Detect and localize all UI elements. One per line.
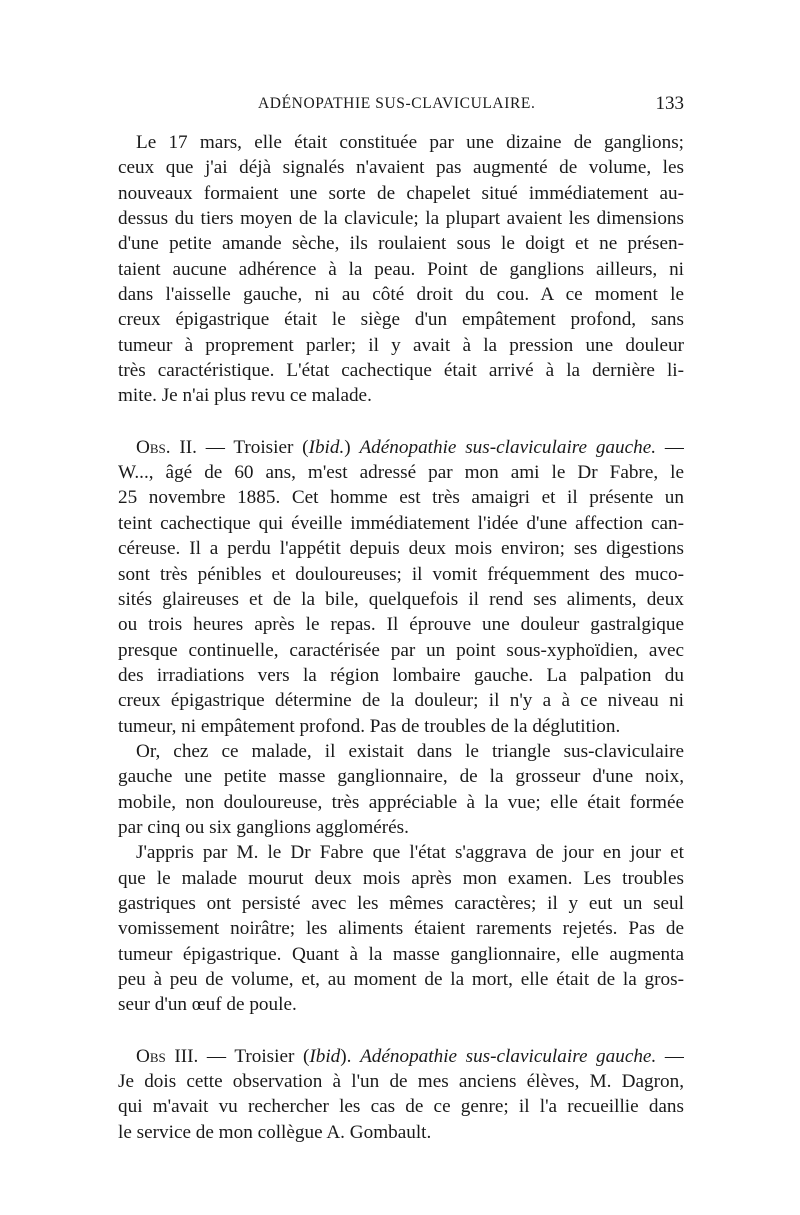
text-line: qui m'avait vu rechercher les cas de ce genre; il l'a recueillie dans bbox=[118, 1096, 684, 1118]
observation-ibid: Ibid. bbox=[308, 436, 345, 458]
text-line: céreuse. Il a perdu l'appétit depuis deux mois environ; ses digestions bbox=[118, 538, 684, 560]
text-line: des irradiations vers la région lombaire gauche. La palpation du bbox=[118, 664, 684, 686]
observation-ibid: Ibid bbox=[309, 1045, 341, 1067]
text-line: le service de mon collègue A. Gombault. bbox=[118, 1121, 432, 1143]
observation-close: ). bbox=[340, 1045, 361, 1067]
text-line: W..., âgé de 60 ans, m'est adressé par mon ami le Dr Fabre, le bbox=[118, 462, 684, 484]
text-line: Le 17 mars, elle était constituée par une dizaine de ganglions; bbox=[136, 132, 684, 153]
text-line: tumeur à proprement parler; il y avait à la pression une douleur bbox=[118, 334, 684, 356]
text-line: dans l'aisselle gauche, ni au côté droit du cou. A ce moment le bbox=[118, 284, 684, 306]
text-line: taient aucune adhérence à la peau. Point de ganglions ailleurs, ni bbox=[118, 258, 684, 280]
text-line: Or, chez ce malade, il existait dans le triangle sus-claviculaire bbox=[136, 740, 684, 762]
observation-close: ) bbox=[344, 436, 360, 458]
text-line: très caractéristique. L'état cachectique était arrivé à la dernière li- bbox=[118, 360, 684, 382]
text-line: vomissement noirâtre; les aliments étaient rarements rejetés. Pas de bbox=[118, 918, 684, 940]
observation-title: Adénopathie sus-claviculaire gauche. bbox=[360, 1045, 657, 1067]
text-line: tumeur, ni empâtement profond. Pas de troubles de la déglutition. bbox=[118, 715, 621, 737]
text-line: par cinq ou six ganglions agglomérés. bbox=[118, 816, 409, 838]
text-line: 25 novembre 1885. Cet homme est très amaigri et il présente un bbox=[118, 487, 684, 509]
text-line: creux épigastrique était le siège d'un empâtement profond, sans bbox=[118, 309, 684, 331]
text-line: presque continuelle, caractérisée par un point sous-xyphoïdien, avec bbox=[118, 639, 684, 661]
text-line: gastriques ont persisté avec les mêmes caractères; il y eut un seul bbox=[118, 892, 684, 914]
observation-dash: — bbox=[656, 1045, 684, 1067]
observation-author: — Troisier ( bbox=[196, 436, 309, 458]
text-line: creux épigastrique détermine de la douleur; il n'y a à ce niveau ni bbox=[118, 690, 684, 712]
text-line: ceux que j'ai déjà signalés n'avaient pas augmenté de volume, les bbox=[118, 157, 684, 179]
paragraph bbox=[118, 739, 684, 840]
body-text bbox=[118, 130, 684, 1145]
observation-heading bbox=[118, 435, 684, 460]
observation-title: Adénopathie sus-claviculaire gauche. bbox=[359, 436, 657, 458]
text-line: gauche une petite masse ganglionnaire, de la grosseur d'une noix, bbox=[118, 766, 684, 788]
text-line: nouveaux formaient une sorte de chapelet situé immédiatement au- bbox=[118, 182, 684, 204]
paragraph-continued bbox=[118, 130, 684, 409]
text-line: que le malade mourut deux mois après mon examen. Les troubles bbox=[118, 867, 684, 889]
observation-label: Obs III. bbox=[136, 1045, 199, 1067]
text-line: ou trois heures après le repas. Il éprouve une douleur gastralgique bbox=[118, 614, 684, 636]
running-title: ADÉNOPATHIE SUS-CLAVICULAIRE. bbox=[258, 95, 536, 112]
text-line: d'une petite amande sèche, ils roulaient sous le doigt et ne présen- bbox=[118, 233, 684, 255]
text-line: mite. Je n'ai plus revu ce malade. bbox=[118, 385, 372, 407]
paragraph bbox=[118, 840, 684, 1017]
observation-author: — Troisier ( bbox=[198, 1045, 310, 1067]
observation-2 bbox=[118, 435, 684, 739]
text-line: tumeur épigastrique. Quant à la masse ganglionnaire, elle augmenta bbox=[118, 943, 684, 965]
text-line: sont très pénibles et douloureuses; il vomit fréquemment des muco- bbox=[118, 563, 684, 585]
text-line: J'appris par M. le Dr Fabre que l'état s'aggrava de jour en jour et bbox=[136, 842, 684, 864]
text-line: Je dois cette observation à l'un de mes anciens élèves, M. Dagron, bbox=[118, 1071, 684, 1093]
text-line: seur d'un œuf de poule. bbox=[118, 994, 297, 1016]
page-number: 133 bbox=[655, 93, 684, 114]
text-line: peu à peu de volume, et, au moment de la mort, elle était de la gros- bbox=[118, 969, 684, 990]
observation-heading bbox=[118, 1044, 684, 1069]
text-line: mobile, non douloureuse, très appréciable à la vue; elle était formée bbox=[118, 791, 684, 813]
observation-dash: — bbox=[656, 436, 684, 458]
text-line: sités glaireuses et de la bile, quelquefois il rend ses aliments, deux bbox=[118, 588, 684, 610]
page-header bbox=[118, 93, 684, 119]
observation-label: Obs. II. bbox=[136, 436, 197, 458]
text-line: dessus du tiers moyen de la clavicule; la plupart avaient les dimensions bbox=[118, 208, 684, 230]
text-line: teint cachectique qui éveille immédiatement l'idée d'une affection can- bbox=[118, 512, 684, 534]
observation-3 bbox=[118, 1044, 684, 1145]
